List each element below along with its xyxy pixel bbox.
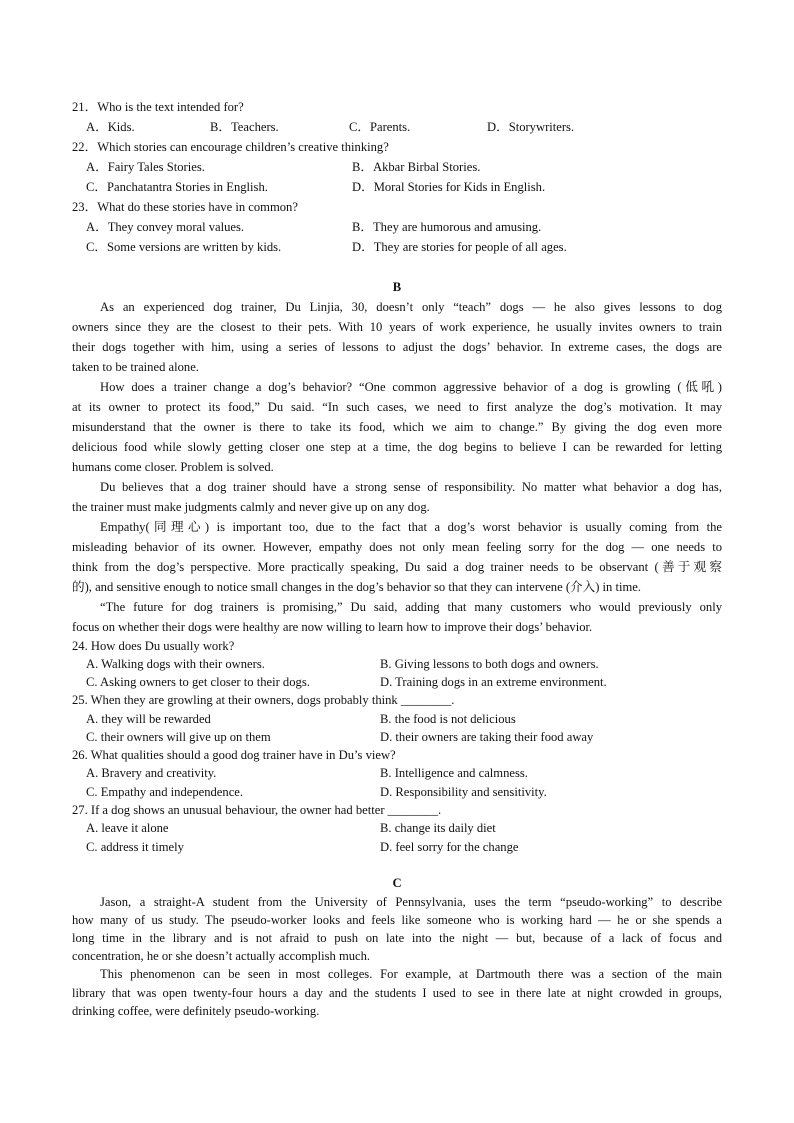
q23-option-a: A．They convey moral values.	[86, 220, 245, 234]
q21-option-b: B．Teachers.	[210, 120, 279, 134]
q21-option-a: A．Kids.	[86, 120, 135, 134]
question-23: 23．What do these stories have in common?	[72, 200, 298, 214]
question-24: 24. How does Du usually work?	[72, 639, 235, 653]
q21-option-d: D．Storywriters.	[487, 120, 575, 134]
passage-line: Jason, a straight-A student from the University of Pennsylvania, uses the term “pseudo-working” to describe	[100, 895, 722, 909]
passage-line: misunderstand that the owner is there to take its food, which we aim to change.” By giving the dog even more	[72, 420, 722, 434]
passage-line: drinking coffee, were definitely pseudo-working.	[72, 1004, 320, 1018]
q23-option-c: C．Some versions are written by kids.	[86, 240, 282, 254]
section-b-heading: B	[392, 280, 402, 294]
q25-option-a: A. they will be rewarded	[86, 712, 211, 726]
question-21: 21．Who is the text intended for?	[72, 100, 244, 114]
passage-line: Du believes that a dog trainer should have a strong sense of responsibility. No matter what behavior a dog has,	[100, 480, 722, 494]
passage-line: This phenomenon can be seen in most colleges. For example, at Dartmouth there was a section of the main	[100, 967, 722, 981]
q24-option-c: C. Asking owners to get closer to their dogs.	[86, 675, 310, 689]
section-c-heading: C	[392, 876, 402, 890]
passage-line: “The future for dog trainers is promising,” Du said, adding that many customers who would previously only	[100, 600, 722, 614]
passage-line: How does a trainer change a dog’s behavior? “One common aggressive behavior of a dog is growling (低吼)	[100, 380, 722, 394]
q22-option-c: C．Panchatantra Stories in English.	[86, 180, 268, 194]
q26-option-c: C. Empathy and independence.	[86, 785, 244, 799]
passage-line: think from the dog’s perspective. More practically speaking, Du said a dog trainer needs to be observant (善于观察	[72, 560, 722, 574]
q26-option-b: B. Intelligence and calmness.	[380, 766, 528, 780]
passage-line: delicious food while slowly getting closer one step at a time, the dog begins to believe I can be rewarded for letting	[72, 440, 722, 454]
passage-line: misleading behavior of its owner. However, empathy does not only mean feeling sorry for the dog — one needs to	[72, 540, 722, 554]
q23-option-d: D．They are stories for people of all ages.	[352, 240, 567, 254]
passage-line: As an experienced dog trainer, Du Linjia, 30, doesn’t only “teach” dogs — he also gives lessons to dog	[100, 300, 722, 314]
passage-line: focus on whether their dogs were healthy are now willing to learn how to improve their dogs’ behavior.	[72, 620, 593, 634]
passage-line: how many of us study. The pseudo-worker looks and feels like someone who is working hard — he or she spends a	[72, 913, 722, 927]
q27-option-c: C. address it timely	[86, 840, 184, 854]
q25-option-c: C. their owners will give up on them	[86, 730, 271, 744]
passage-line: taken to be trained alone.	[72, 360, 199, 374]
passage-line: at its owner to protect its food,” Du said. “In such cases, we need to first analyze the dog’s motivation. It may	[72, 400, 722, 414]
q22-option-b: B．Akbar Birbal Stories.	[352, 160, 481, 174]
q26-option-a: A. Bravery and creativity.	[86, 766, 217, 780]
question-26: 26. What qualities should a good dog trainer have in Du’s view?	[72, 748, 396, 762]
q27-option-a: A. leave it alone	[86, 821, 169, 835]
q27-option-d: D. feel sorry for the change	[380, 840, 519, 854]
passage-line: humans come closer. Problem is solved.	[72, 460, 274, 474]
q24-option-b: B. Giving lessons to both dogs and owners.	[380, 657, 599, 671]
passage-line: 的), and sensitive enough to notice small changes in the dog’s behavior so that they can intervene (介入) in time.	[72, 580, 642, 594]
q27-option-b: B. change its daily diet	[380, 821, 496, 835]
q23-option-b: B．They are humorous and amusing.	[352, 220, 542, 234]
passage-line: Empathy(同理心) is important too, due to the fact that a dog’s worst behavior is usually coming from the	[100, 520, 722, 534]
question-22: 22．Which stories can encourage children’s creative thinking?	[72, 140, 389, 154]
q24-option-d: D. Training dogs in an extreme environment.	[380, 675, 607, 689]
q25-option-d: D. their owners are taking their food away	[380, 730, 594, 744]
q21-option-c: C．Parents.	[349, 120, 411, 134]
q24-option-a: A. Walking dogs with their owners.	[86, 657, 265, 671]
q26-option-d: D. Responsibility and sensitivity.	[380, 785, 547, 799]
passage-line: library that was open twenty-four hours a day and the students I used to see in there late at night crowded in groups,	[72, 986, 722, 1000]
q25-option-b: B. the food is not delicious	[380, 712, 516, 726]
question-25: 25. When they are growling at their owners, dogs probably think ________.	[72, 693, 455, 707]
q22-option-a: A．Fairy Tales Stories.	[86, 160, 205, 174]
passage-line: owners since they are the closest to their pets. With 10 years of work experience, he usually invites owners to train	[72, 320, 722, 334]
q22-option-d: D．Moral Stories for Kids in English.	[352, 180, 546, 194]
passage-line: the trainer must make judgments calmly and never give up on any dog.	[72, 500, 430, 514]
question-27: 27. If a dog shows an unusual behaviour, the owner had better ________.	[72, 803, 442, 817]
passage-line: long time in the library and is not afraid to push on late into the night — but, because of a lack of focus and	[72, 931, 722, 945]
passage-line: their dogs together with him, using a series of lessons to adjust the dogs’ behavior. In extreme cases, the dogs are	[72, 340, 722, 354]
passage-line: concentration, he or she doesn’t actually accomplish much.	[72, 949, 371, 963]
